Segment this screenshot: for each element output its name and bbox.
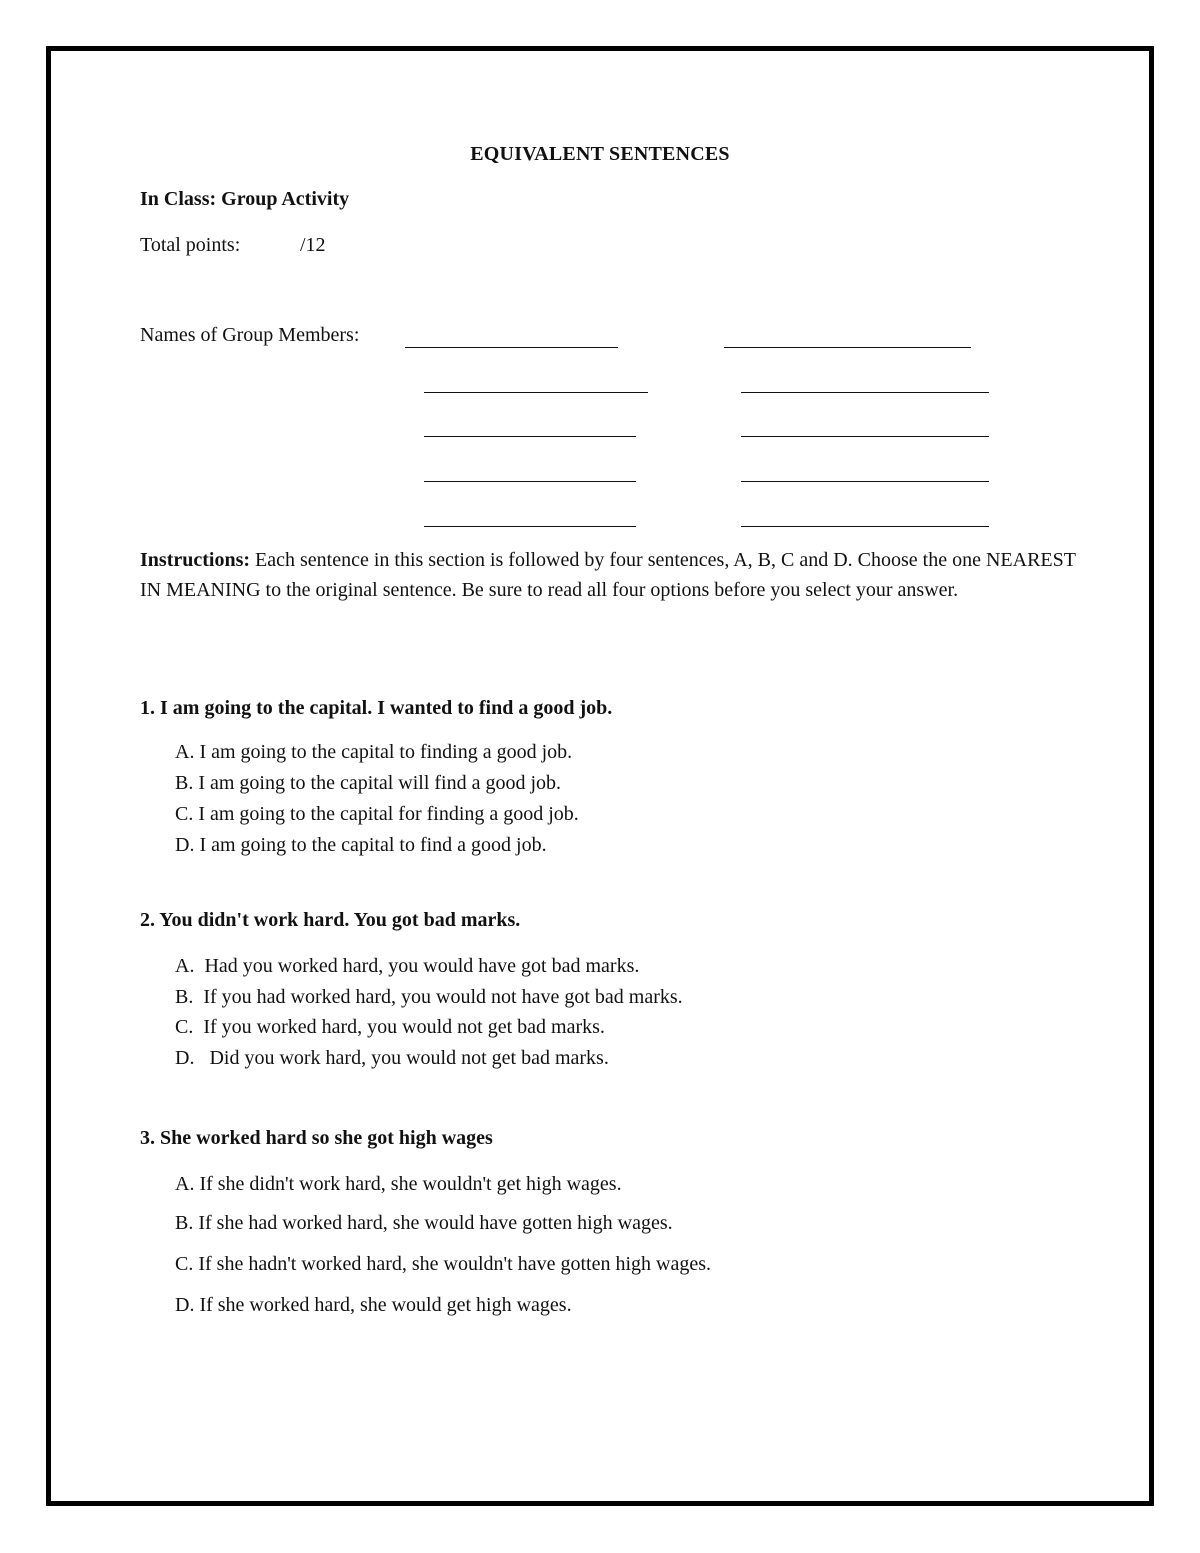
question-3-prompt: 3. She worked hard so she got high wages xyxy=(140,1127,493,1149)
instructions-label: Instructions: xyxy=(140,549,251,571)
name-blank-3[interactable] xyxy=(424,392,648,393)
question-1-option-b[interactable]: B. I am going to the capital will find a good job. xyxy=(175,772,562,794)
name-blank-6[interactable] xyxy=(741,436,989,437)
question-2-prompt: 2. You didn't work hard. You got bad marks. xyxy=(140,909,521,931)
question-3-option-d[interactable]: D. If she worked hard, she would get high wages. xyxy=(175,1294,572,1316)
name-blank-1[interactable] xyxy=(405,347,618,348)
question-1-option-a[interactable]: A. I am going to the capital to finding a good job. xyxy=(175,741,573,763)
question-2-option-a[interactable]: A. Had you worked hard, you would have got bad marks. xyxy=(175,955,640,977)
name-blank-4[interactable] xyxy=(741,392,989,393)
instructions xyxy=(140,546,1080,605)
total-points-value: /12 xyxy=(300,234,326,256)
name-blank-7[interactable] xyxy=(424,481,636,482)
question-1-option-c[interactable]: C. I am going to the capital for finding a good job. xyxy=(175,803,579,825)
question-3-option-c[interactable]: C. If she hadn't worked hard, she wouldn't have gotten high wages. xyxy=(175,1253,711,1275)
name-blank-2[interactable] xyxy=(724,347,971,348)
question-3-option-b[interactable]: B. If she had worked hard, she would have gotten high wages. xyxy=(175,1212,673,1234)
page-title: EQUIVALENT SENTENCES xyxy=(470,143,730,165)
in-class-heading: In Class: Group Activity xyxy=(140,188,350,210)
question-2-option-b[interactable]: B. If you had worked hard, you would not have got bad marks. xyxy=(175,986,683,1008)
name-blank-9[interactable] xyxy=(424,526,636,527)
question-1-prompt: 1. I am going to the capital. I wanted to find a good job. xyxy=(140,697,613,719)
instructions-text: Each sentence in this section is followed by four sentences, A, B, C and D. Choose the one NEAREST IN MEANING to the original sentence. Be sure to read all four options before you select your answer. xyxy=(140,549,1076,601)
name-blank-5[interactable] xyxy=(424,436,636,437)
question-3-option-a[interactable]: A. If she didn't work hard, she wouldn't get high wages. xyxy=(175,1173,622,1195)
total-points-label: Total points: xyxy=(140,234,241,256)
question-2-option-c[interactable]: C. If you worked hard, you would not get bad marks. xyxy=(175,1016,605,1038)
names-label: Names of Group Members: xyxy=(140,324,360,346)
name-blank-10[interactable] xyxy=(741,526,989,527)
question-1-option-d[interactable]: D. I am going to the capital to find a good job. xyxy=(175,834,547,856)
name-blank-8[interactable] xyxy=(741,481,989,482)
question-2-option-d[interactable]: D. Did you work hard, you would not get bad marks. xyxy=(175,1047,609,1069)
